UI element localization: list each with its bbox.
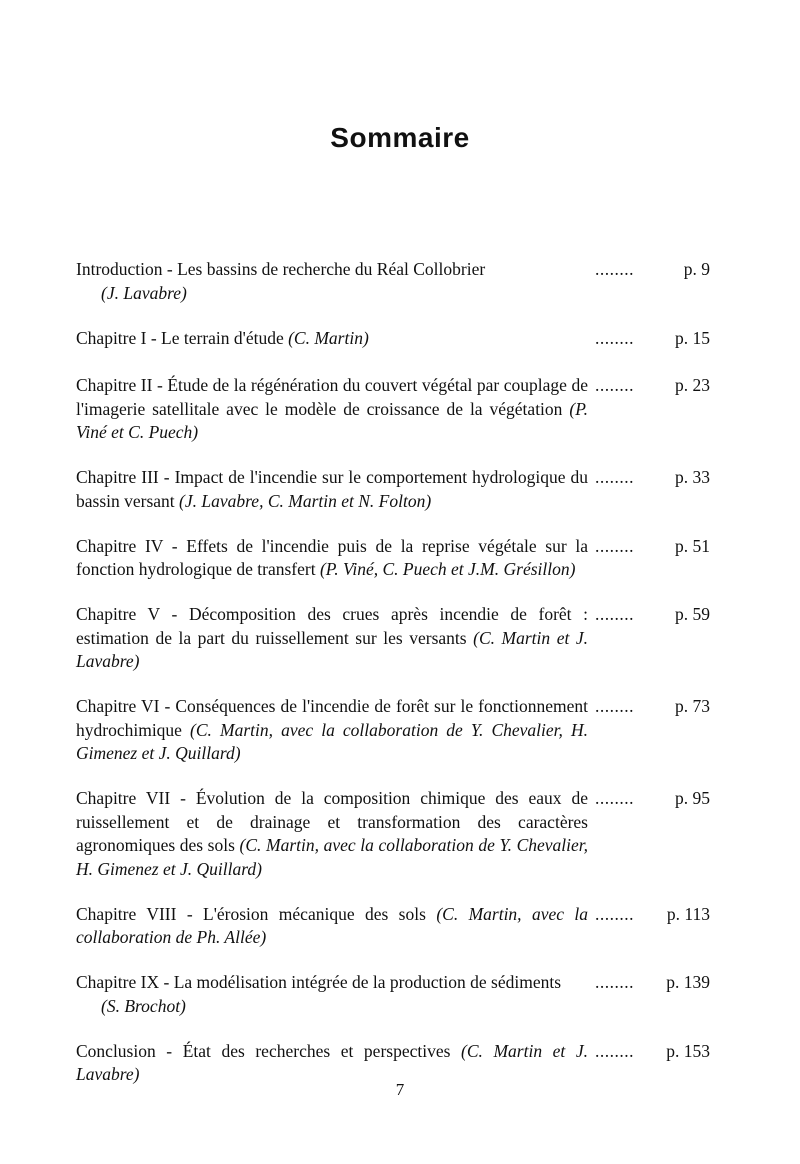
toc-entry-label: Chapitre II - <box>76 375 168 395</box>
toc-entry-label: Chapitre IV - <box>76 535 187 556</box>
toc-entry-authors: (C. Martin et J. Lavabre) <box>76 1040 588 1084</box>
toc-entry-page-ref <box>595 327 710 351</box>
page-title: Sommaire <box>330 122 470 153</box>
toc-entry-text <box>76 258 588 305</box>
leader-dots: ........ <box>595 259 634 279</box>
toc-entry-label: Introduction - <box>76 259 178 279</box>
toc-entry-text <box>76 327 588 351</box>
toc-entry-chapter-6[interactable] <box>76 695 716 766</box>
toc-entry-text <box>76 695 588 766</box>
toc-entry-title: État des recherches et perspectives <box>182 1040 451 1061</box>
toc-entry-page: p. 59 <box>675 604 710 624</box>
toc-entry-authors: (P. Viné et C. Puech) <box>76 398 589 442</box>
toc-entry-page-ref <box>595 971 710 995</box>
toc-entry-title: La modélisation intégrée de la production de sédiments <box>173 972 562 992</box>
toc-entry-chapter-3[interactable] <box>76 466 716 513</box>
toc-entry-chapter-4[interactable] <box>76 535 716 582</box>
leader-dots: ........ <box>595 467 634 487</box>
toc-entry-page: p. 9 <box>683 259 710 279</box>
toc-entry-title: Décomposition des crues après incendie de forêt : estimation de la part du ruissellement sur les versants <box>76 604 589 648</box>
toc-entry-page: p. 33 <box>675 467 710 487</box>
toc-entry-authors: (C. Martin, avec la collaboration de Y. Chevalier, H. Gimenez et J. Quillard) <box>76 719 589 763</box>
toc-entry-page-ref <box>595 535 710 559</box>
toc-entry-page: p. 73 <box>675 696 710 716</box>
toc-entry-authors: (C. Martin, avec la collaboration de Y. Chevalier, H. Gimenez et J. Quillard) <box>76 835 589 879</box>
toc-entry-authors: (C. Martin) <box>288 327 369 348</box>
toc-entry-title: Évolution de la composition chimique des eaux de ruissellement et de drainage et transformation des caractères agronomiques des sols <box>76 788 588 855</box>
toc-entry-authors: (J. Lavabre, C. Martin et N. Folton) <box>179 490 432 511</box>
toc-entry-page-ref <box>595 603 710 627</box>
toc-entry-authors: (C. Martin et J. Lavabre) <box>76 627 589 671</box>
leader-dots: ........ <box>595 696 634 716</box>
leader-dots: ........ <box>595 1040 634 1061</box>
toc-entry-text <box>76 903 588 950</box>
toc-entry-title: Les bassins de recherche du Réal Collobrier <box>177 259 486 279</box>
toc-entry-label: Chapitre VI - <box>76 696 176 716</box>
toc-entry-title: Effets de l'incendie puis de la reprise végétale sur la fonction hydrologique de transfert <box>76 535 588 579</box>
leader-dots: ........ <box>595 903 634 924</box>
toc-entry-page-ref <box>595 903 710 927</box>
toc-entry-text <box>76 971 588 1018</box>
toc-entry-page: p. 153 <box>666 1040 710 1061</box>
toc-entry-authors: (S. Brochot) <box>101 995 186 1016</box>
toc-entry-text <box>76 466 588 513</box>
toc-entry-page-ref <box>595 787 710 811</box>
leader-dots: ........ <box>595 535 634 556</box>
toc-entry-chapter-1[interactable] <box>76 327 716 351</box>
toc-entry-introduction[interactable] <box>76 258 716 305</box>
toc-entry-page: p. 113 <box>666 903 710 924</box>
toc-entry-title: Étude de la régénération du couvert végétal par couplage de l'imagerie satellitale avec le modèle de croissance de la végétation <box>76 375 588 419</box>
toc-entry-text <box>76 603 588 674</box>
toc-entry-authors: (C. Martin, avec la collaboration de Ph. Allée) <box>76 903 588 947</box>
toc-entry-chapter-7[interactable] <box>76 787 716 881</box>
toc-entry-text <box>76 374 588 445</box>
toc-entry-chapter-8[interactable] <box>76 903 716 950</box>
toc-entry-page: p. 139 <box>666 972 710 992</box>
toc-entry-title: Le terrain d'étude <box>161 327 284 348</box>
toc-entry-title: Impact de l'incendie sur le comportement hydrologique du bassin versant <box>76 467 588 511</box>
leader-dots: ........ <box>595 327 634 348</box>
leader-dots: ........ <box>595 604 634 624</box>
leader-dots: ........ <box>595 375 634 395</box>
toc-entry-title: Conséquences de l'incendie de forêt sur le fonctionnement hydrochimique <box>76 696 588 740</box>
toc-entry-page-ref <box>595 695 710 719</box>
leader-dots: ........ <box>595 788 634 808</box>
toc-entry-label: Chapitre VII - <box>76 788 196 808</box>
toc-entry-title: L'érosion mécanique des sols <box>203 903 426 924</box>
toc-entry-label: Chapitre V - <box>76 604 189 624</box>
toc-entry-page: p. 51 <box>675 535 710 556</box>
toc-entry-authors: (P. Viné, C. Puech et J.M. Grésillon) <box>319 559 576 579</box>
toc-entry-chapter-5[interactable] <box>76 603 716 674</box>
toc-entry-label: Chapitre VIII - <box>76 903 204 924</box>
toc-entry-page-ref <box>595 466 710 490</box>
toc-entry-page: p. 95 <box>675 788 710 808</box>
toc-entry-page-ref <box>595 258 710 282</box>
toc-entry-chapter-2[interactable] <box>76 374 716 445</box>
page-number: 7 <box>395 1080 405 1099</box>
toc-entry-text <box>76 535 588 582</box>
toc-entry-chapter-9[interactable] <box>76 971 716 1018</box>
toc-entry-page-ref <box>595 374 710 398</box>
toc-entry-page: p. 15 <box>675 327 710 348</box>
toc-entry-label: Conclusion - <box>76 1040 183 1061</box>
toc-entry-text <box>76 787 588 881</box>
leader-dots: ........ <box>595 972 634 992</box>
toc-entry-label: Chapitre IX - <box>76 972 174 992</box>
toc-entry-authors: (J. Lavabre) <box>101 282 187 303</box>
table-of-contents <box>76 258 716 1108</box>
toc-entry-page: p. 23 <box>675 375 710 395</box>
toc-entry-label: Chapitre I - <box>76 327 162 348</box>
toc-entry-label: Chapitre III - <box>76 467 175 487</box>
toc-entry-page-ref <box>595 1040 710 1064</box>
